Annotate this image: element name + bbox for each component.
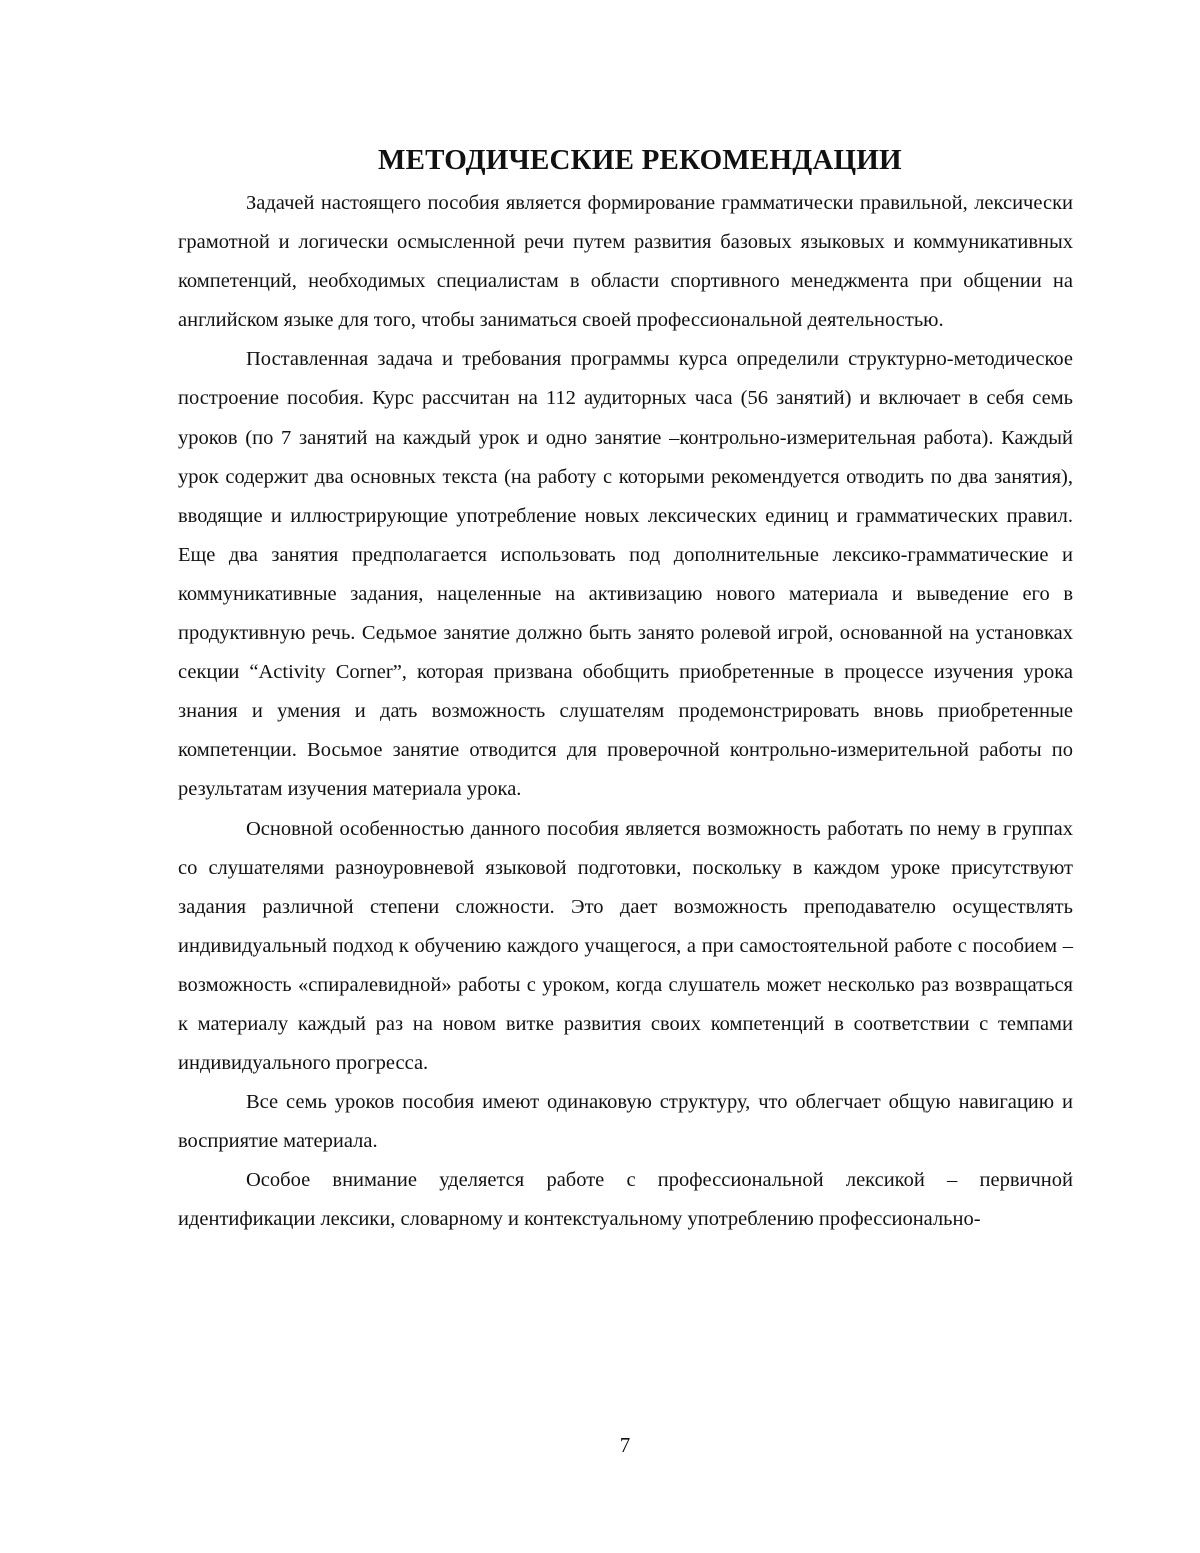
paragraph-goals: Задачей настоящего пособия является формирование грамматически правильной, лексически грамотной и логически осмысленной речи путем развития базовых языковых и коммуникативных компетенций, необходимых специалистам в области спортивного менеджмента при общении на английском языке для того, чтобы заниматься своей профессиональной деятельностью. — [178, 192, 1073, 332]
paragraph-professional-vocabulary: Особое внимание уделяется работе с профессиональной лексикой – первичной идентификации лексики, словарному и контекстуальному употреблению профессионально- — [178, 1169, 1073, 1231]
page-number: 7 — [619, 1433, 631, 1457]
page-body — [178, 140, 1073, 1240]
paragraph-course-structure: Поставленная задача и требования программы курса определили структурно-методическое построение пособия. Курс рассчитан на 112 аудиторных часа (56 занятий) и включает в себя семь уроков (по 7 занятий на каждый урок и одно занятие –контрольно-измерительная работа). Каждый урок содержит два основных текста (на работу с которыми рекомендуется отводить по два занятия), вводящие и иллюстрирующие употребление новых лексических единиц и грамматических правил. Еще два занятия предполагается использовать под дополнительные лексико-грамматические и коммуникативные задания, нацеленные на активизацию нового материала и выведение его в продуктивную речь. Седьмое занятие должно быть занято ролевой игрой, основанной на установках секции “Activity Corner”, которая призвана обобщить приобретенные в процессе изучения урока знания и умения и дать возможность слушателям продемонстрировать вновь приобретенные компетенции. Восьмое занятие отводится для проверочной контрольно-измерительной работы по результатам изучения материала урока. — [178, 348, 1073, 801]
paragraph-lesson-structure: Все семь уроков пособия имеют одинаковую структуру, что облегчает общую навигацию и восприятие материала. — [178, 1091, 1073, 1153]
page-title: МЕТОДИЧЕСКИЕ РЕКОМЕНДАЦИИ — [378, 144, 902, 176]
paragraph-mixed-level-groups: Основной особенностью данного пособия является возможность работать по нему в группах со слушателями разноуровневой языковой подготовки, поскольку в каждом уроке присутствуют задания различной степени сложности. Это дает возможность преподавателю осуществлять индивидуальный подход к обучению каждого учащегося, а при самостоятельной работе с пособием – возможность «спиралевидной» работы с уроком, когда слушатель может несколько раз возвращаться к материалу каждый раз на новом витке развития своих компетенций в соответствии с темпами индивидуального прогресса. — [178, 817, 1073, 1075]
